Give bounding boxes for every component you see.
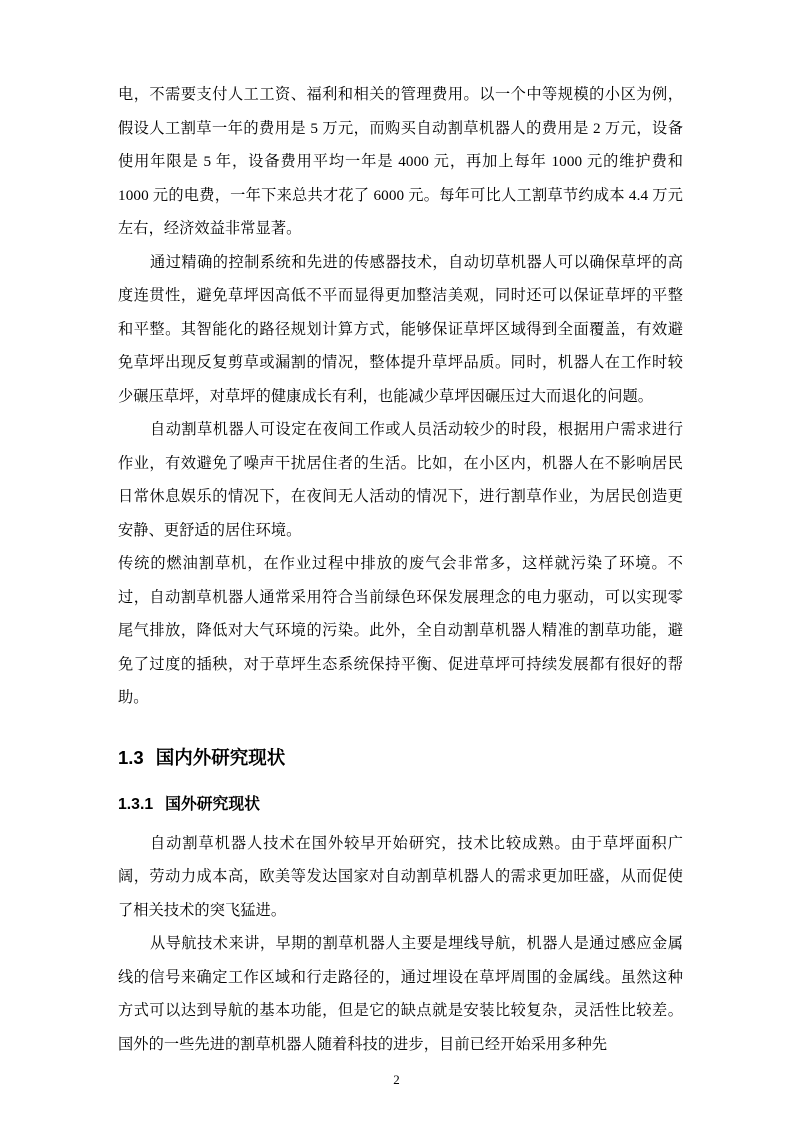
paragraph-3: 自动割草机器人可设定在夜间工作或人员活动较少的时段，根据用户需求进行作业，有效避免了噪声干扰居住者的生活。比如，在小区内，机器人在不影响居民日常休息娱乐的情况下，在夜间无人活动的情况下，进行割草作业，为居民创造更安静、更舒适的居住环境。 bbox=[118, 421, 683, 539]
paragraph-2: 通过精确的控制系统和先进的传感器技术，自动切草机器人可以确保草坪的高度连贯性，避免草坪因高低不平而显得更加整洁美观，同时还可以保证草坪的平整和平整。其智能化的路径规划计算方式，能够保证草坪区域得到全面覆盖，有效避免草坪出现反复剪草或漏割的情况，整体提升草坪品质。同时，机器人在工作时较少碾压草坪，对草坪的健康成长有利，也能减少草坪因碾压过大而退化的问题。 bbox=[118, 253, 683, 405]
section-heading-number: 1.3 bbox=[118, 746, 144, 768]
page-content bbox=[118, 78, 683, 1061]
paragraph-5: 自动割草机器人技术在国外较早开始研究，技术比较成熟。由于草坪面积广阔，劳动力成本高，欧美等发达国家对自动割草机器人的需求更加旺盛，从而促使了相关技术的突飞猛进。 bbox=[118, 834, 683, 919]
paragraph-6: 从导航技术来讲，早期的割草机器人主要是埋线导航，机器人是通过感应金属线的信号来确定工作区域和行走路径的，通过埋设在草坪周围的金属线。虽然这种方式可以达到导航的基本功能，但是它的缺点就是安装比较复杂，灵活性比较差。国外的一些先进的割草机器人随着科技的进步，目前已经开始采用多种先 bbox=[118, 935, 683, 1053]
subsection-heading-title: 国外研究现状 bbox=[165, 795, 260, 813]
subsection-heading-number: 1.3.1 bbox=[118, 795, 154, 813]
paragraph-1: 电，不需要支付人工工资、福利和相关的管理费用。以一个中等规模的小区为例，假设人工割草一年的费用是 5 万元，而购买自动割草机器人的费用是 2 万元，设备使用年限是 5 年，设备费用平均一年是 4000 元，再加上每年 1000 元的维护费和 1000 元的电费，一年下来总共才花了 6000 元。每年可比人工割草节约成本 4.4 万元左右，经济效益非常显著。 bbox=[118, 86, 683, 237]
section-heading-1-3 bbox=[118, 741, 683, 775]
section-heading-title: 国内外研究现状 bbox=[155, 746, 286, 768]
paragraph-4: 传统的燃油割草机，在作业过程中排放的废气会非常多，这样就污染了环境。不过，自动割草机器人通常采用符合当前绿色环保发展理念的电力驱动，可以实现零尾气排放，降低对大气环境的污染。此外，全自动割草机器人精准的割草功能，避免了过度的插秧，对于草坪生态系统保持平衡、促进草坪可持续发展都有很好的帮助。 bbox=[118, 555, 683, 706]
subsection-heading-1-3-1 bbox=[118, 789, 683, 821]
page-number: 2 bbox=[393, 1072, 400, 1087]
